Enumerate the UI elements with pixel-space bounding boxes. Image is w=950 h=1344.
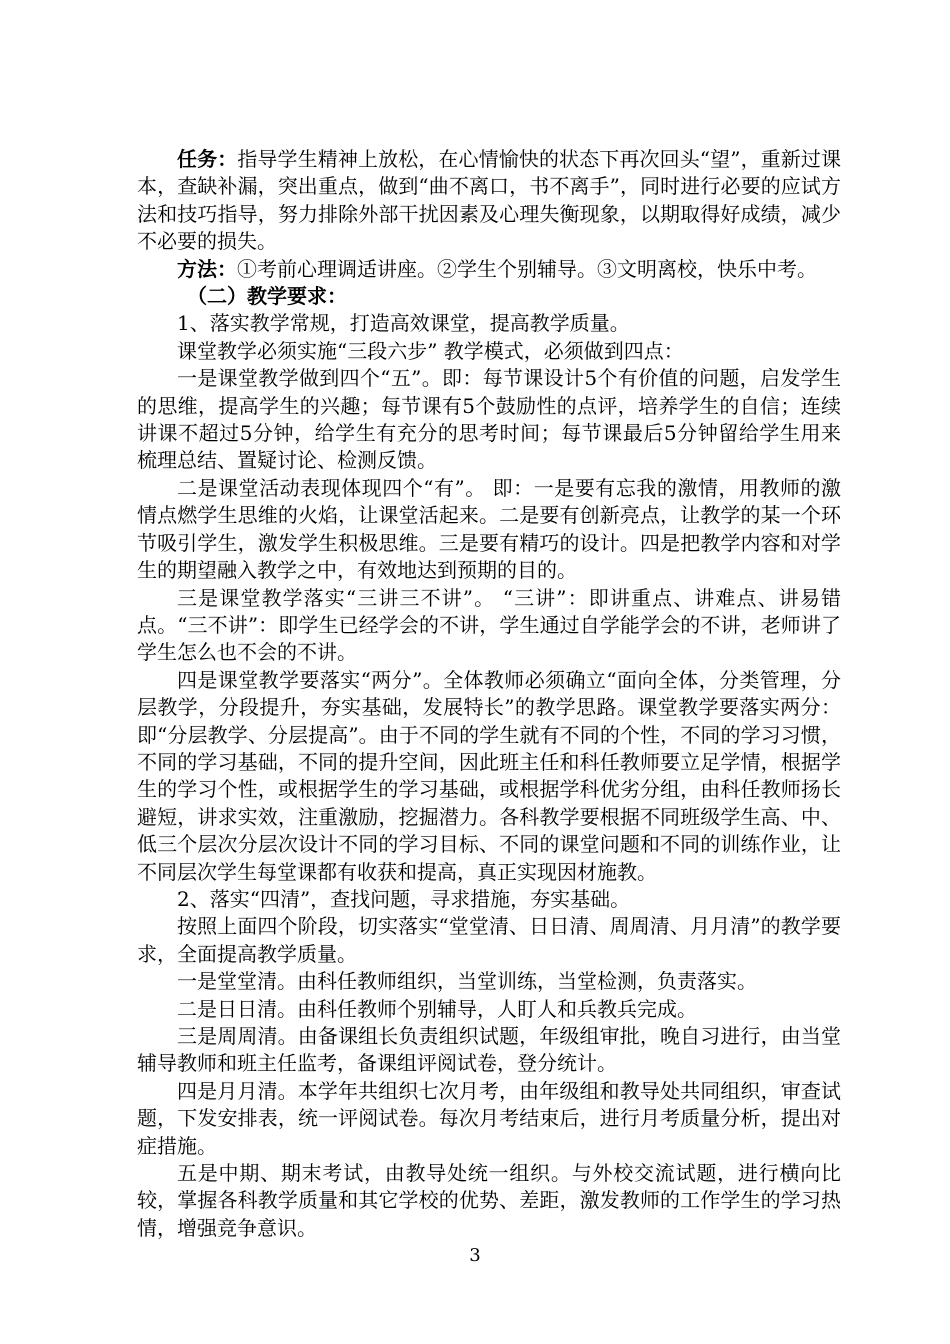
document-body xyxy=(137,146,841,1242)
paragraph-item-5: 三是课堂教学落实“三讲三不讲”。 “三讲”：即讲重点、讲难点、讲易错点。“三不讲”：即学生已经学会的不讲，学生通过自学能学会的不讲，老师讲了学生怎么也不会的不讲。 xyxy=(137,585,841,665)
paragraph-item-10: 二是日日清。由科任教师个别辅导，人盯人和兵教兵完成。 xyxy=(177,996,697,1021)
paragraph-item-6: 四是课堂教学要落实“两分”。全体教师必须确立“面向全体，分类管理，分层教学，分段提升，夯实基础，发展特长”的教学思路。课堂教学要落实两分：即“分层教学、分层提高”。由于不同的学生就有不同的个性，不同的学习习惯，不同的学习基础，不同的提升空间，因此班主任和科任教师要立足学情，根据学生的学习个性，或根据学生的学习基础，或根据学科优劣分组，由科任教师扬长避短，讲求实效，注重激励，挖掘潜力。各科教学要根据不同班级学生高、中、低三个层次分层次设计不同的学习目标、不同的课堂问题和不同的训练作业，让不同层次学生每堂课都有收获和提高，真正实现因材施教。 xyxy=(137,667,841,884)
paragraph-item-7: 2、落实“四清”，查找问题，寻求措施，夯实基础。 xyxy=(177,886,631,911)
paragraph-item-1: 1、落实教学常规，打造高效课堂，提高教学质量。 xyxy=(177,311,630,336)
paragraph-item-3: 一是课堂教学做到四个“五”。即：每节课设计5个有价值的问题，启发学生的思维，提高学生的兴趣；每节课有5个鼓励性的点评，培养学生的自信；连续讲课不超过5分钟，给学生有充分的思考时间；每节课最后5分钟留给学生用来梳理总结、置疑讨论、检测反馈。 xyxy=(137,366,841,473)
section-heading: （二）教学要求： xyxy=(187,284,347,309)
task-label: 任务： xyxy=(177,147,238,171)
paragraph-item-11: 三是周周清。由备课组长负责组织试题，年级组审批，晚自习进行，由当堂辅导教师和班主任监考，备课组评阅试卷，登分统计。 xyxy=(137,1024,841,1076)
paragraph-item-8: 按照上面四个阶段，切实落实“堂堂清、日日清、周周清、月月清”的教学要求，全面提高教学质量。 xyxy=(137,914,841,966)
method-text: ①考前心理调适讲座。②学生个别辅导。③文明离校，快乐中考。 xyxy=(237,256,817,281)
paragraph-item-9: 一是堂堂清。由科任教师组织，当堂训练，当堂检测，负责落实。 xyxy=(177,969,757,994)
paragraph-item-2: 课堂教学必须实施“三段六步” 教学模式，必须做到四点： xyxy=(177,338,684,363)
page-number: 3 xyxy=(469,1245,481,1266)
paragraph-item-12: 四是月月清。本学年共组织七次月考，由年级组和教导处共同组织，审查试题，下发安排表，统一评阅试卷。每次月考结束后，进行月考质量分析，提出对症措施。 xyxy=(137,1078,841,1158)
method-label: 方法： xyxy=(177,256,237,281)
paragraph-item-4: 二是课堂活动表现体现四个“有”。 即：一是要有忘我的激情，用教师的激情点燃学生思维的火焰，让课堂活起来。二是要有创新亮点，让教学的某一个环节吸引学生，激发学生积极思维。三是要有精巧的设计。四是把教学内容和对学生的期望融入教学之中，有效地达到预期的目的。 xyxy=(137,475,841,583)
task-paragraph xyxy=(137,146,841,256)
paragraph-item-13: 五是中期、期末考试，由教导处统一组织。与外校交流试题，进行横向比较，掌握各科教学质量和其它学校的优势、差距，激发教师的工作学生的学习热情，增强竞争意识。 xyxy=(137,1161,841,1240)
task-text: 指导学生精神上放松，在心情愉快的状态下再次回头“望”，重新过课本，查缺补漏，突出重点，做到“曲不离口，书不离手”，同时进行必要的应试方法和技巧指导，努力排除外部干扰因素及心理失衡现象，以期取得好成绩，减少不必要的损失。 xyxy=(137,147,842,254)
method-paragraph xyxy=(137,256,841,283)
